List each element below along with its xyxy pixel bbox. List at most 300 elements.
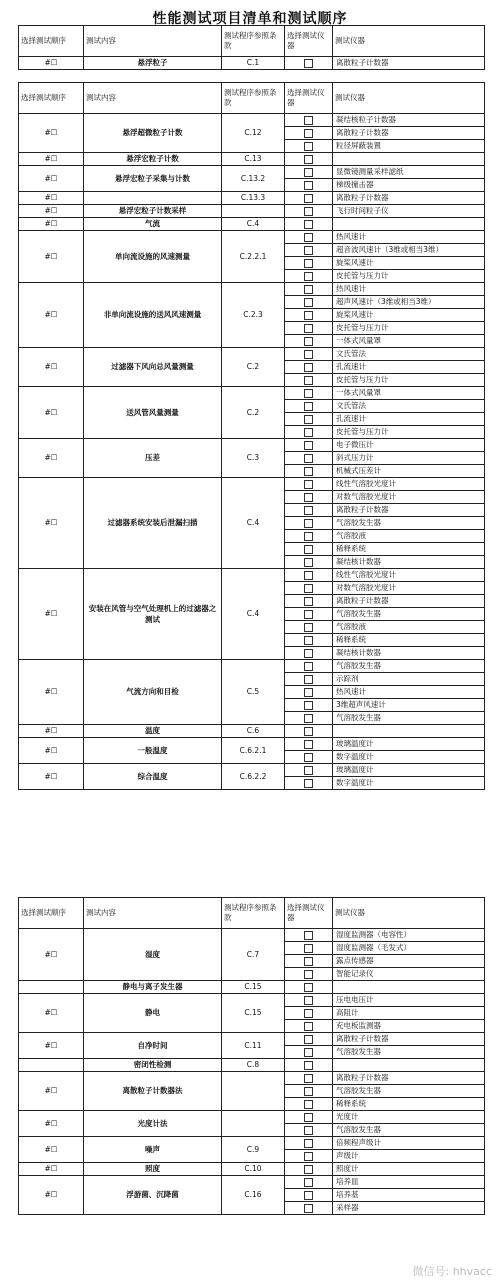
select-instrument-cell[interactable] xyxy=(285,413,333,426)
checkbox-icon[interactable] xyxy=(304,454,313,463)
select-instrument-cell[interactable] xyxy=(285,582,333,595)
instrument-cell: 气溶胶发生器 xyxy=(333,1124,485,1137)
clause-cell: C.10 xyxy=(222,1163,285,1176)
order-cell[interactable]: #☐ xyxy=(19,153,84,166)
instrument-cell: 数字温度计 xyxy=(333,777,485,790)
order-cell[interactable]: #☐ xyxy=(19,738,84,764)
checkbox-icon[interactable] xyxy=(304,1009,313,1018)
order-cell[interactable]: #☐ xyxy=(19,1176,84,1215)
order-cell[interactable]: #☐ xyxy=(19,57,84,70)
select-instrument-cell[interactable] xyxy=(285,530,333,543)
test-content-cell: 噪声 xyxy=(84,1137,222,1163)
test-content-cell: 综合温度 xyxy=(84,764,222,790)
checkbox-icon[interactable] xyxy=(304,389,313,398)
instrument-cell: 倍频程声级计 xyxy=(333,1137,485,1150)
instrument-cell: 超声风速计（3维或相当3维） xyxy=(333,296,485,309)
select-instrument-cell[interactable] xyxy=(285,1202,333,1215)
checkbox-icon[interactable] xyxy=(304,142,313,151)
checkbox-icon[interactable] xyxy=(304,506,313,515)
checkbox-icon[interactable] xyxy=(304,675,313,684)
header-clause: 测试程序参照条款 xyxy=(222,898,285,929)
select-instrument-cell[interactable] xyxy=(285,634,333,647)
table-row xyxy=(19,192,485,205)
table-row xyxy=(19,348,485,361)
header-select: 选择测试仪器 xyxy=(285,898,333,929)
order-cell[interactable]: #☐ xyxy=(19,348,84,387)
checkbox-icon[interactable] xyxy=(304,714,313,723)
order-cell[interactable]: #☐ xyxy=(19,218,84,231)
table-row xyxy=(19,1176,485,1189)
order-cell[interactable]: #☐ xyxy=(19,929,84,981)
header-row xyxy=(19,83,485,114)
select-instrument-cell[interactable] xyxy=(285,569,333,582)
checkbox-icon[interactable] xyxy=(304,402,313,411)
select-instrument-cell[interactable] xyxy=(285,994,333,1007)
table-row xyxy=(19,153,485,166)
order-cell[interactable]: #☐ xyxy=(19,1033,84,1059)
test-content-cell: 自净时间 xyxy=(84,1033,222,1059)
select-instrument-cell[interactable] xyxy=(285,1059,333,1072)
checkbox-icon[interactable] xyxy=(304,376,313,385)
instrument-cell: 热风速计 xyxy=(333,231,485,244)
order-cell[interactable]: #☐ xyxy=(19,231,84,283)
instrument-cell: 热风速计 xyxy=(333,283,485,296)
instrument-cell: 一体式风量罩 xyxy=(333,335,485,348)
checkbox-icon[interactable] xyxy=(304,428,313,437)
test-content-cell: 浮游菌、沉降菌 xyxy=(84,1176,222,1215)
header-clause: 测试程序参照条款 xyxy=(222,26,285,57)
header-select: 选择测试仪器 xyxy=(285,26,333,57)
table-row xyxy=(19,994,485,1007)
select-instrument-cell[interactable] xyxy=(285,491,333,504)
instrument-cell: 采样器 xyxy=(333,1202,485,1215)
instrument-cell: 凝结核计数器 xyxy=(333,647,485,660)
checkbox-icon[interactable] xyxy=(304,1035,313,1044)
checkbox-icon[interactable] xyxy=(304,285,313,294)
checkbox-icon[interactable] xyxy=(304,1152,313,1161)
table-row xyxy=(19,1137,485,1150)
order-cell[interactable]: #☐ xyxy=(19,725,84,738)
select-instrument-cell[interactable] xyxy=(285,309,333,322)
table-row xyxy=(19,478,485,491)
checkbox-icon[interactable] xyxy=(304,766,313,775)
checkbox-icon[interactable] xyxy=(304,1022,313,1031)
select-instrument-cell[interactable] xyxy=(285,777,333,790)
checkbox-icon[interactable] xyxy=(304,194,313,203)
select-instrument-cell[interactable] xyxy=(285,283,333,296)
select-instrument-cell[interactable] xyxy=(285,452,333,465)
instrument-cell: 皮托管与压力计 xyxy=(333,322,485,335)
header-instrument: 测试仪器 xyxy=(333,898,485,929)
instrument-cell: 线性气溶胶光度计 xyxy=(333,569,485,582)
select-instrument-cell[interactable] xyxy=(285,647,333,660)
checkbox-icon[interactable] xyxy=(304,558,313,567)
test-content-cell: 密闭性检测 xyxy=(84,1059,222,1072)
select-instrument-cell[interactable] xyxy=(285,621,333,634)
checkbox-icon[interactable] xyxy=(304,1113,313,1122)
test-content-cell: 气流方向和目检 xyxy=(84,660,222,725)
checkbox-icon[interactable] xyxy=(304,272,313,281)
select-instrument-cell[interactable] xyxy=(285,244,333,257)
test-content-cell: 静电与离子发生器 xyxy=(84,981,222,994)
clause-cell: C.15 xyxy=(222,981,285,994)
instrument-cell: 充电板监测器 xyxy=(333,1020,485,1033)
instrument-cell: 稀释系统 xyxy=(333,543,485,556)
table-row xyxy=(19,1033,485,1046)
order-cell[interactable]: #☐ xyxy=(19,283,84,348)
select-instrument-cell[interactable] xyxy=(285,127,333,140)
checkbox-icon[interactable] xyxy=(304,944,313,953)
header-order: 选择测试顺序 xyxy=(19,898,84,929)
order-cell[interactable]: #☐ xyxy=(19,192,84,205)
select-instrument-cell[interactable] xyxy=(285,1176,333,1189)
select-instrument-cell[interactable] xyxy=(285,166,333,179)
checkbox-icon[interactable] xyxy=(304,233,313,242)
checkbox-icon[interactable] xyxy=(304,1074,313,1083)
instrument-cell: 培养皿 xyxy=(333,1176,485,1189)
clause-cell xyxy=(222,205,285,218)
clause-cell: C.12 xyxy=(222,114,285,153)
checkbox-icon[interactable] xyxy=(304,1178,313,1187)
select-instrument-cell[interactable] xyxy=(285,712,333,725)
instrument-cell: 智能记录仪 xyxy=(333,968,485,981)
select-instrument-cell[interactable] xyxy=(285,361,333,374)
checkbox-icon[interactable] xyxy=(304,957,313,966)
select-instrument-cell[interactable] xyxy=(285,322,333,335)
clause-cell: C.9 xyxy=(222,1137,285,1163)
checkbox-icon[interactable] xyxy=(304,584,313,593)
checkbox-icon[interactable] xyxy=(304,1061,313,1070)
order-cell[interactable] xyxy=(19,1059,84,1072)
select-instrument-cell[interactable] xyxy=(285,57,333,70)
select-instrument-cell[interactable] xyxy=(285,426,333,439)
clause-cell xyxy=(222,1072,285,1111)
checkbox-icon[interactable] xyxy=(304,931,313,940)
test-content-cell: 照度 xyxy=(84,1163,222,1176)
select-instrument-cell[interactable] xyxy=(285,1085,333,1098)
select-instrument-cell[interactable] xyxy=(285,140,333,153)
order-cell[interactable] xyxy=(19,981,84,994)
select-instrument-cell[interactable] xyxy=(285,1046,333,1059)
select-instrument-cell[interactable] xyxy=(285,218,333,231)
select-instrument-cell[interactable] xyxy=(285,1137,333,1150)
order-cell[interactable]: #☐ xyxy=(19,994,84,1033)
watermark: 微信号: hhvacc xyxy=(412,1265,492,1278)
select-instrument-cell[interactable] xyxy=(285,1007,333,1020)
header-select: 选择测试仪器 xyxy=(285,83,333,114)
checkbox-icon[interactable] xyxy=(304,779,313,788)
order-cell[interactable]: #☐ xyxy=(19,387,84,439)
instrument-cell: 气溶胶发生器 xyxy=(333,517,485,530)
instrument-cell: 凝结核计数器 xyxy=(333,556,485,569)
select-instrument-cell[interactable] xyxy=(285,257,333,270)
select-instrument-cell[interactable] xyxy=(285,543,333,556)
select-instrument-cell[interactable] xyxy=(285,595,333,608)
checkbox-icon[interactable] xyxy=(304,1126,313,1135)
checkbox-icon[interactable] xyxy=(304,116,313,125)
test-content-cell: 过滤器系统安装后泄漏扫描 xyxy=(84,478,222,569)
test-content-cell: 单向流设施的风速测量 xyxy=(84,231,222,283)
instrument-cell: 光度计 xyxy=(333,1111,485,1124)
instrument-cell: 玻璃温度计 xyxy=(333,764,485,777)
checkbox-icon[interactable] xyxy=(304,259,313,268)
select-instrument-cell[interactable] xyxy=(285,942,333,955)
checkbox-icon[interactable] xyxy=(304,129,313,138)
header-content: 测试内容 xyxy=(84,26,222,57)
table-row xyxy=(19,218,485,231)
clause-cell: C.2 xyxy=(222,348,285,387)
select-instrument-cell[interactable] xyxy=(285,725,333,738)
instrument-cell: 热风速计 xyxy=(333,686,485,699)
clause-cell: C.2 xyxy=(222,387,285,439)
order-cell[interactable]: #☐ xyxy=(19,1137,84,1163)
instrument-cell: 气溶胶发生器 xyxy=(333,1046,485,1059)
select-instrument-cell[interactable] xyxy=(285,296,333,309)
select-instrument-cell[interactable] xyxy=(285,751,333,764)
select-instrument-cell[interactable] xyxy=(285,929,333,942)
checkbox-icon[interactable] xyxy=(304,688,313,697)
test-content-cell: 压差 xyxy=(84,439,222,478)
instrument-cell xyxy=(333,153,485,166)
checkbox-icon[interactable] xyxy=(304,168,313,177)
table-row xyxy=(19,166,485,179)
checkbox-icon[interactable] xyxy=(304,337,313,346)
instrument-cell: 气溶胶发生器 xyxy=(333,608,485,621)
instrument-cell: 照度计 xyxy=(333,1163,485,1176)
instrument-cell: 离散粒子计数器 xyxy=(333,1033,485,1046)
instrument-cell: 旋桨风速计 xyxy=(333,257,485,270)
instrument-cell: 离散粒子计数器 xyxy=(333,1072,485,1085)
order-cell[interactable]: #☐ xyxy=(19,660,84,725)
checkbox-icon[interactable] xyxy=(304,662,313,671)
select-instrument-cell[interactable] xyxy=(285,673,333,686)
select-instrument-cell[interactable] xyxy=(285,699,333,712)
checkbox-icon[interactable] xyxy=(304,350,313,359)
instrument-cell: 湿度监测器（毛发式） xyxy=(333,942,485,955)
select-instrument-cell[interactable] xyxy=(285,114,333,127)
instrument-cell: 电子微压计 xyxy=(333,439,485,452)
select-instrument-cell[interactable] xyxy=(285,387,333,400)
instrument-cell: 声级计 xyxy=(333,1150,485,1163)
order-cell[interactable]: #☐ xyxy=(19,478,84,569)
clause-cell: C.6.2.2 xyxy=(222,764,285,790)
instrument-cell: 数字温度计 xyxy=(333,751,485,764)
instrument-cell: 文氏管法 xyxy=(333,400,485,413)
clause-cell xyxy=(222,1111,285,1137)
clause-cell: C.4 xyxy=(222,569,285,660)
checkbox-icon[interactable] xyxy=(304,1048,313,1057)
checkbox-icon[interactable] xyxy=(304,324,313,333)
checkbox-icon[interactable] xyxy=(304,1087,313,1096)
select-instrument-cell[interactable] xyxy=(285,517,333,530)
test-content-cell: 过滤器下风向总风量测量 xyxy=(84,348,222,387)
select-instrument-cell[interactable] xyxy=(285,955,333,968)
select-instrument-cell[interactable] xyxy=(285,179,333,192)
select-instrument-cell[interactable] xyxy=(285,981,333,994)
order-cell[interactable]: #☐ xyxy=(19,166,84,192)
clause-cell: C.1 xyxy=(222,57,285,70)
select-instrument-cell[interactable] xyxy=(285,1163,333,1176)
checkbox-icon[interactable] xyxy=(304,220,313,229)
checkbox-icon[interactable] xyxy=(304,1204,313,1213)
checkbox-icon[interactable] xyxy=(304,610,313,619)
checkbox-icon[interactable] xyxy=(304,493,313,502)
instrument-cell: 一体式风量罩 xyxy=(333,387,485,400)
test-content-cell: 悬浮宏粒子计数 xyxy=(84,153,222,166)
instrument-cell: 稀释系统 xyxy=(333,634,485,647)
checkbox-icon[interactable] xyxy=(304,1100,313,1109)
test-content-cell: 非单向流设施的送风风速测量 xyxy=(84,283,222,348)
instrument-cell: 气溶胶液 xyxy=(333,621,485,634)
instrument-cell xyxy=(333,218,485,231)
test-content-cell: 悬浮宏粒子计数采样 xyxy=(84,205,222,218)
instrument-cell: 机械式压差计 xyxy=(333,465,485,478)
test-content-cell: 气流 xyxy=(84,218,222,231)
checkbox-icon[interactable] xyxy=(304,753,313,762)
checkbox-icon[interactable] xyxy=(304,701,313,710)
checkbox-icon[interactable] xyxy=(304,519,313,528)
select-instrument-cell[interactable] xyxy=(285,504,333,517)
select-instrument-cell[interactable] xyxy=(285,1150,333,1163)
instrument-cell: 皮托管与压力计 xyxy=(333,426,485,439)
order-cell[interactable]: #☐ xyxy=(19,114,84,153)
select-instrument-cell[interactable] xyxy=(285,270,333,283)
select-instrument-cell[interactable] xyxy=(285,968,333,981)
select-instrument-cell[interactable] xyxy=(285,192,333,205)
checkbox-icon[interactable] xyxy=(304,59,313,68)
select-instrument-cell[interactable] xyxy=(285,556,333,569)
select-instrument-cell[interactable] xyxy=(285,1124,333,1137)
select-instrument-cell[interactable] xyxy=(285,1020,333,1033)
header-clause: 测试程序参照条款 xyxy=(222,83,285,114)
instrument-cell: 玻璃温度计 xyxy=(333,738,485,751)
checkbox-icon[interactable] xyxy=(304,727,313,736)
instrument-cell: 粒径屏蔽装置 xyxy=(333,140,485,153)
instrument-cell: 高阻计 xyxy=(333,1007,485,1020)
table-row xyxy=(19,1163,485,1176)
checkbox-icon[interactable] xyxy=(304,545,313,554)
order-cell[interactable]: #☐ xyxy=(19,439,84,478)
instrument-cell: 对数气溶胶光度计 xyxy=(333,582,485,595)
test-content-cell: 悬浮宏粒子采集与计数 xyxy=(84,166,222,192)
table-row xyxy=(19,1059,485,1072)
header-instrument: 测试仪器 xyxy=(333,26,485,57)
checkbox-icon[interactable] xyxy=(304,970,313,979)
order-cell[interactable]: #☐ xyxy=(19,569,84,660)
checkbox-icon[interactable] xyxy=(304,480,313,489)
checkbox-icon[interactable] xyxy=(304,363,313,372)
checkbox-icon[interactable] xyxy=(304,740,313,749)
instrument-cell: 气溶胶发生器 xyxy=(333,660,485,673)
instrument-cell: 线性气溶胶光度计 xyxy=(333,478,485,491)
checkbox-icon[interactable] xyxy=(304,532,313,541)
checkbox-icon[interactable] xyxy=(304,181,313,190)
instrument-cell: 离散粒子计数器 xyxy=(333,127,485,140)
test-content-cell: 湿度 xyxy=(84,929,222,981)
select-instrument-cell[interactable] xyxy=(285,231,333,244)
instrument-cell: 示踪剂 xyxy=(333,673,485,686)
checkbox-icon[interactable] xyxy=(304,983,313,992)
select-instrument-cell[interactable] xyxy=(285,153,333,166)
order-cell[interactable]: #☐ xyxy=(19,1111,84,1137)
select-instrument-cell[interactable] xyxy=(285,1033,333,1046)
select-instrument-cell[interactable] xyxy=(285,478,333,491)
select-instrument-cell[interactable] xyxy=(285,348,333,361)
instrument-cell: 气溶胶发生器 xyxy=(333,1085,485,1098)
checkbox-icon[interactable] xyxy=(304,207,313,216)
checkbox-icon[interactable] xyxy=(304,571,313,580)
order-cell[interactable]: #☐ xyxy=(19,205,84,218)
order-cell[interactable]: #☐ xyxy=(19,764,84,790)
select-instrument-cell[interactable] xyxy=(285,608,333,621)
table-row xyxy=(19,929,485,942)
instrument-cell xyxy=(333,725,485,738)
clause-cell: C.3 xyxy=(222,439,285,478)
instrument-cell: 培养基 xyxy=(333,1189,485,1202)
test-content-cell: 静电 xyxy=(84,994,222,1033)
instrument-cell: 气溶胶液 xyxy=(333,530,485,543)
checkbox-icon[interactable] xyxy=(304,441,313,450)
select-instrument-cell[interactable] xyxy=(285,660,333,673)
table-row xyxy=(19,231,485,244)
checkbox-icon[interactable] xyxy=(304,597,313,606)
table-row xyxy=(19,725,485,738)
test-content-cell: 光度计法 xyxy=(84,1111,222,1137)
select-instrument-cell[interactable] xyxy=(285,374,333,387)
checkbox-icon[interactable] xyxy=(304,649,313,658)
test-content-cell xyxy=(84,192,222,205)
table-row xyxy=(19,764,485,777)
checkbox-icon[interactable] xyxy=(304,636,313,645)
checkbox-icon[interactable] xyxy=(304,311,313,320)
select-instrument-cell[interactable] xyxy=(285,1189,333,1202)
test-table-1 xyxy=(18,25,485,70)
checkbox-icon[interactable] xyxy=(304,1139,313,1148)
order-cell[interactable]: #☐ xyxy=(19,1072,84,1111)
select-instrument-cell[interactable] xyxy=(285,1072,333,1085)
checkbox-icon[interactable] xyxy=(304,996,313,1005)
checkbox-icon[interactable] xyxy=(304,623,313,632)
checkbox-icon[interactable] xyxy=(304,415,313,424)
select-instrument-cell[interactable] xyxy=(285,764,333,777)
instrument-cell: 湿度监测器（电容性） xyxy=(333,929,485,942)
order-cell[interactable]: #☐ xyxy=(19,1163,84,1176)
select-instrument-cell[interactable] xyxy=(285,205,333,218)
select-instrument-cell[interactable] xyxy=(285,738,333,751)
clause-cell: C.2.2.1 xyxy=(222,231,285,283)
instrument-cell: 孔流速计 xyxy=(333,413,485,426)
table-row xyxy=(19,114,485,127)
instrument-cell: 斜式压力计 xyxy=(333,452,485,465)
checkbox-icon[interactable] xyxy=(304,155,313,164)
checkbox-icon[interactable] xyxy=(304,298,313,307)
checkbox-icon[interactable] xyxy=(304,1191,313,1200)
instrument-cell: 离散粒子计数器 xyxy=(333,192,485,205)
select-instrument-cell[interactable] xyxy=(285,1111,333,1124)
select-instrument-cell[interactable] xyxy=(285,686,333,699)
instrument-cell: 文氏管法 xyxy=(333,348,485,361)
select-instrument-cell[interactable] xyxy=(285,400,333,413)
checkbox-icon[interactable] xyxy=(304,1165,313,1174)
select-instrument-cell[interactable] xyxy=(285,335,333,348)
select-instrument-cell[interactable] xyxy=(285,439,333,452)
select-instrument-cell[interactable] xyxy=(285,1098,333,1111)
select-instrument-cell[interactable] xyxy=(285,465,333,478)
test-content-cell: 悬浮超微粒子计数 xyxy=(84,114,222,153)
checkbox-icon[interactable] xyxy=(304,246,313,255)
clause-cell: C.13 xyxy=(222,153,285,166)
checkbox-icon[interactable] xyxy=(304,467,313,476)
